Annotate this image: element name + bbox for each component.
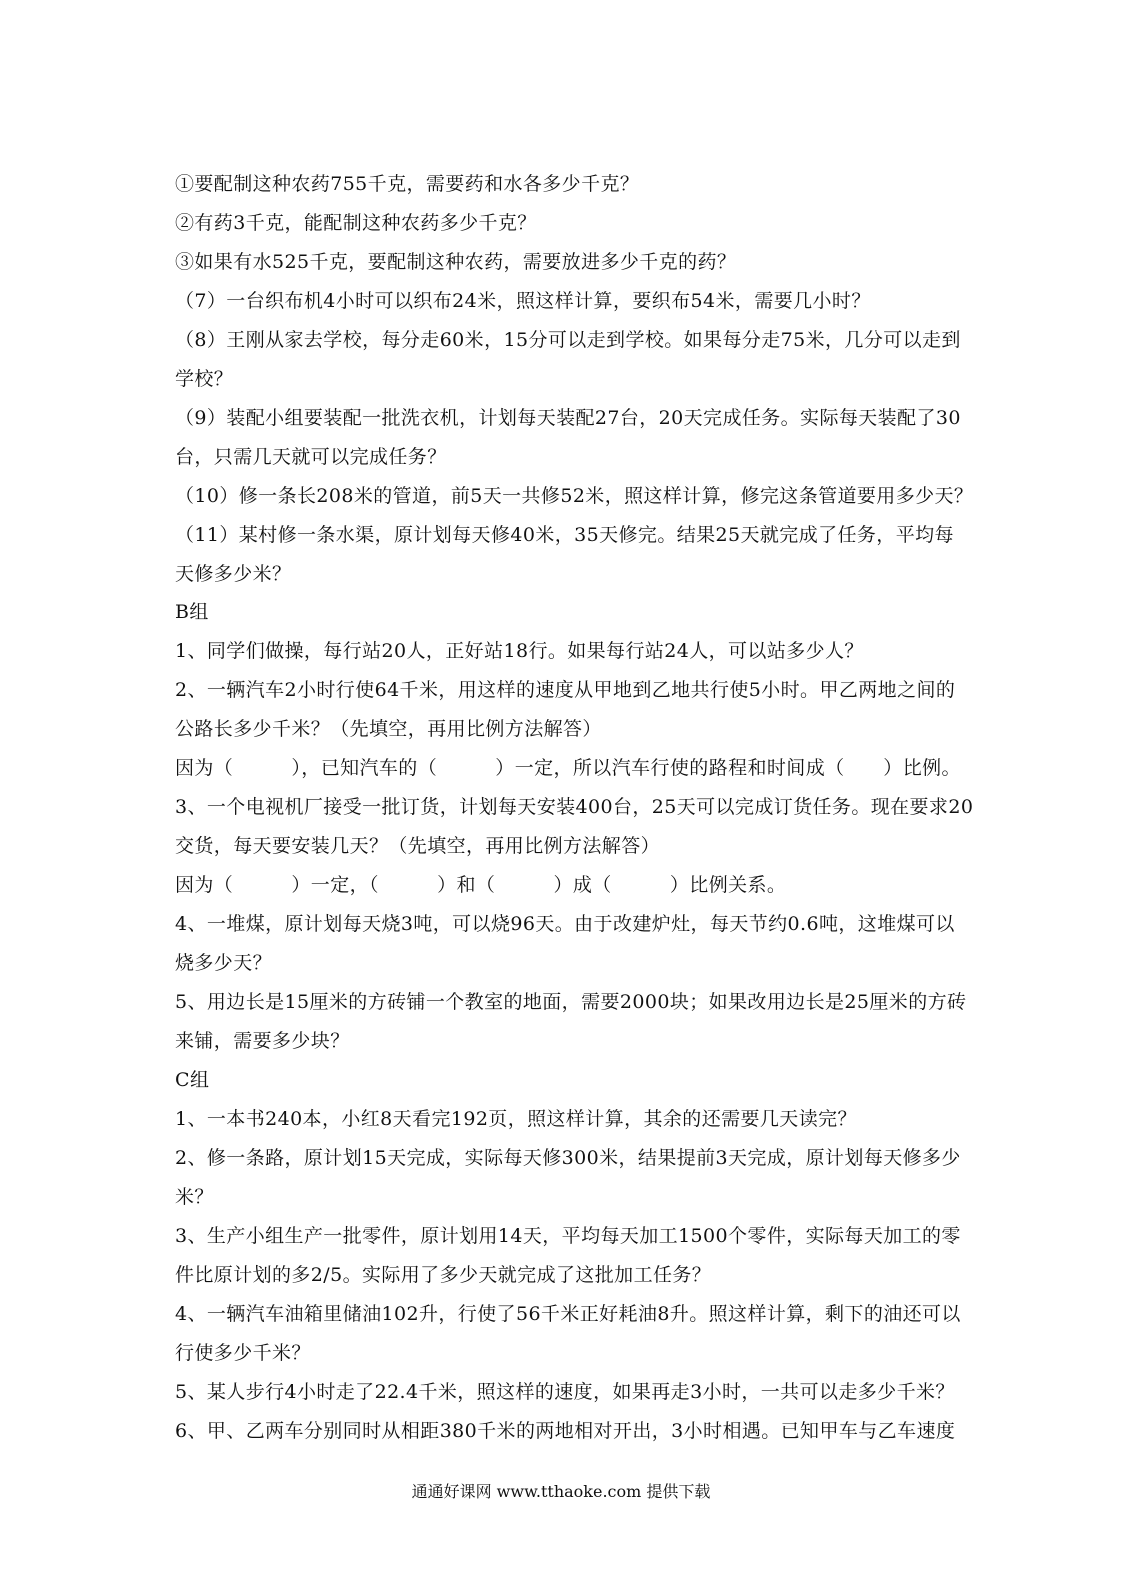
text-line: 2、修一条路，原计划15天完成，实际每天修300米，结果提前3天完成，原计划每天修多少 [175, 1147, 961, 1169]
text-line: 4、一辆汽车油箱里储油102升，行使了56千米正好耗油8升。照这样计算，剩下的油还可以 [175, 1303, 961, 1325]
text-line: 4、一堆煤，原计划每天烧3吨，可以烧96天。由于改建炉灶，每天节约0.6吨，这堆煤可以 [175, 913, 955, 935]
text-line: ②有药3千克，能配制这种农药多少千克？ [175, 212, 537, 234]
text-line: 学校？ [175, 368, 234, 390]
text-line: 3、生产小组生产一批零件，原计划用14天，平均每天加工1500个零件，实际每天加工的零 [175, 1225, 961, 1247]
text-line: 来铺，需要多少块？ [175, 1030, 350, 1052]
text-line: （10）修一条长208米的管道，前5天一共修52米，照这样计算，修完这条管道要用多少天？ [175, 485, 974, 507]
text-line: （9）装配小组要装配一批洗衣机，计划每天装配27台，20天完成任务。实际每天装配了30 [175, 407, 961, 429]
text-line: 2、一辆汽车2小时行使64千米，用这样的速度从甲地到乙地共行使5小时。甲乙两地之间的 [175, 679, 956, 701]
text-line: 6、甲、乙两车分别同时从相距380千米的两地相对开出，3小时相遇。已知甲车与乙车速度 [175, 1420, 956, 1442]
section-heading-c: C组 [175, 1069, 210, 1091]
text-line: 公路长多少千米？（先填空，再用比例方法解答） [175, 718, 602, 740]
text-line: 行使多少千米？ [175, 1342, 311, 1364]
text-line: 1、一本书240本，小红8天看完192页，照这样计算，其余的还需要几天读完？ [175, 1108, 857, 1130]
text-line: 件比原计划的多2/5。实际用了多少天就完成了这批加工任务？ [175, 1264, 712, 1286]
text-line: （8）王刚从家去学校，每分走60米，15分可以走到学校。如果每分走75米，几分可以走到 [175, 329, 961, 351]
text-line: （11）某村修一条水渠，原计划每天修40米，35天修完。结果25天就完成了任务，平均每 [175, 524, 954, 546]
text-line: 烧多少天？ [175, 952, 273, 974]
fill-in-line: 因为（ ）一定，（ ）和（ ）成（ ）比例关系。 [175, 874, 787, 896]
text-line: 5、用边长是15厘米的方砖铺一个教室的地面，需要2000块；如果改用边长是25厘米的方砖 [175, 991, 967, 1013]
text-line: （7）一台织布机4小时可以织布24米，照这样计算，要织布54米，需要几小时？ [175, 290, 871, 312]
text-line: 米？ [175, 1186, 214, 1208]
text-line: ③如果有水525千克，要配制这种农药，需要放进多少千克的药？ [175, 251, 737, 273]
section-heading-b: B组 [175, 601, 209, 623]
text-line: 5、某人步行4小时走了22.4千米，照这样的速度，如果再走3小时，一共可以走多少千米？ [175, 1381, 955, 1403]
page-footer: 通通好课网 www.tthaoke.com 提供下载 [411, 1482, 711, 1501]
text-line: 1、同学们做操，每行站20人，正好站18行。如果每行站24人，可以站多少人？ [175, 640, 864, 662]
text-line: 交货，每天要安装几天？（先填空，再用比例方法解答） [175, 835, 661, 857]
text-line: 天修多少米？ [175, 563, 292, 585]
text-line: 3、一个电视机厂接受一批订货，计划每天安装400台，25天可以完成订货任务。现在要求20 [175, 796, 974, 818]
fill-in-line: 因为（ ），已知汽车的（ ）一定，所以汽车行使的路程和时间成（ ）比例。 [175, 757, 961, 779]
text-line: 台，只需几天就可以完成任务？ [175, 446, 447, 468]
text-line: ①要配制这种农药755千克，需要药和水各多少千克？ [175, 173, 640, 195]
